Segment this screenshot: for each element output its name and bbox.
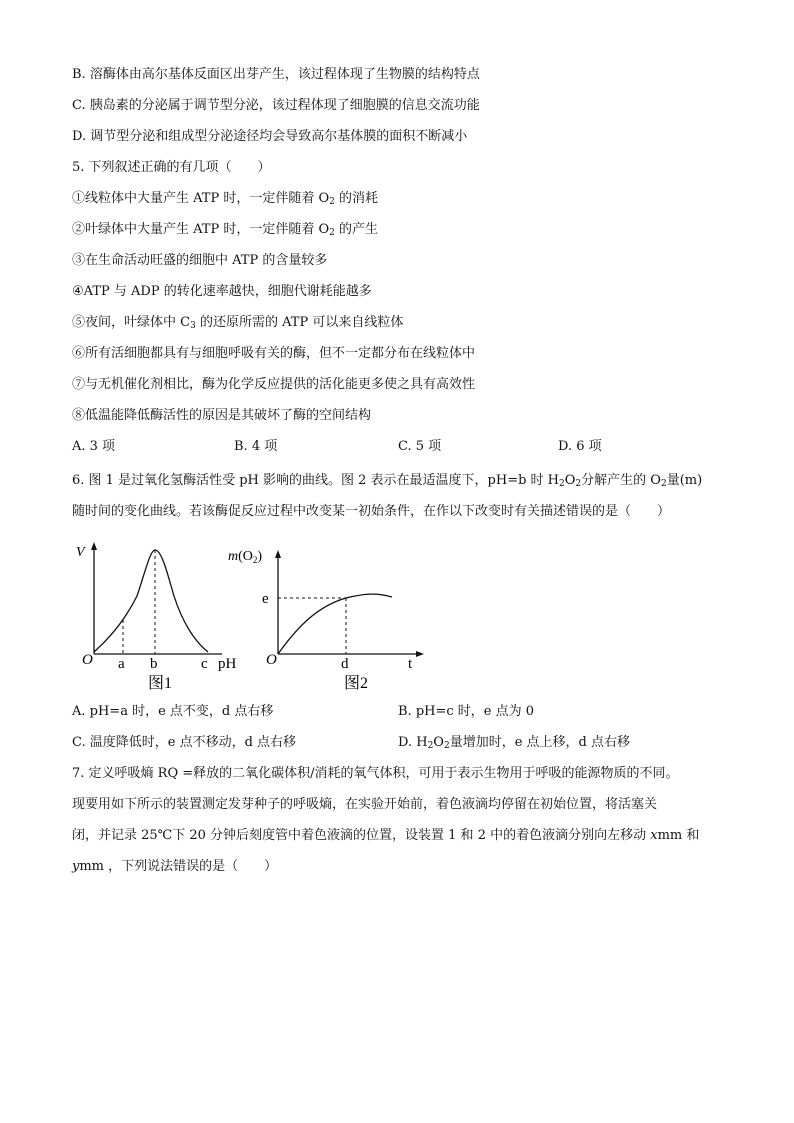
fig2-y-arrow [275,550,281,558]
q4-option-c: C. 胰岛素的分泌属于调节型分泌，该过程体现了细胞膜的信息交流功能 [72,98,480,113]
fig2-x-arrow [416,651,424,657]
q7-stem-line-4: ymm ，下列说法错误的是（ ） [72,859,278,874]
q5-statement-4: ④ATP 与 ADP 的转化速率越快，细胞代谢耗能越多 [72,284,372,299]
figure-2 [228,536,428,696]
q5-option-c: C. 5 项 [398,439,442,454]
figure-1 [72,536,252,696]
fig1-tick-a: a [118,656,125,672]
q7-stem-line-1: 7. 定义呼吸熵 RQ =释放的二氧化碳体积/消耗的氧气体积，可用于表示生物用于呼吸的能源物质的不同。 [72,766,679,781]
fig2-tick-d: d [341,656,349,672]
fig1-y-label: V [76,545,85,560]
q5-option-a: A. 3 项 [72,439,116,454]
q6-stem-line-1: 6. 图 1 是过氧化氢酶活性受 pH 影响的曲线。图 2 表示在最适温度下，pH=b 时 $H_2O_2$分解产生的 $O_2$量(m) [72,473,703,489]
q5-option-d: D. 6 项 [558,439,602,454]
fig1-tick-b: b [150,656,158,672]
fig1-origin: O [82,652,93,668]
var-x: x [650,828,658,843]
q7-stem-line-2: 现要用如下所示的装置测定发芽种子的呼吸熵，在实验开始前，着色液滴均停留在初始位置，将活塞关 [72,797,658,812]
q6-option-c: C. 温度降低时，e 点不移动，d 点右移 [72,735,297,750]
q6-option-a: A. pH=a 时，e 点不变，d 点右移 [72,704,274,719]
fig2-y-label: $m(O_2)$ [228,549,263,565]
q6-option-b: B. pH=c 时，e 点为 0 [398,704,535,719]
fig1-activity-curve [94,550,208,652]
var-y: y [72,859,80,874]
fig1-y-arrow [91,542,97,550]
fig2-caption: 图2 [344,675,369,692]
q6-stem-line-2: 随时间的变化曲线。若该酶促反应过程中改变某一初始条件，在作以下改变时有关描述错误的是（ ） [72,504,671,519]
q7-stem-line-3: 闭，并记录 25℃下 20 分钟后刻度管中着色液滴的位置，设装置 1 和 2 中的着色液滴分别向左移动 xmm 和 [72,828,700,843]
fig1-caption: 图1 [148,675,173,692]
q5-statement-2: ②叶绿体中大量产生 ATP 时，一定伴随着 $O_2$ 的产生 [72,222,379,238]
fig2-x-label: t [408,656,413,672]
q6-option-d: D. $H_2O_2$量增加时，e 点上移，d 点右移 [398,735,630,751]
fig1-x-label: pH [218,656,237,672]
q4-option-b: B. 溶酶体由高尔基体反面区出芽产生，该过程体现了生物膜的结构特点 [72,67,480,82]
q5-statement-8: ⑧低温能降低酶活性的原因是其破坏了酶的空间结构 [72,408,372,423]
q5-statement-6: ⑥所有活细胞都具有与细胞呼吸有关的酶，但不一定都分布在线粒体中 [72,346,476,361]
q5-statement-5: ⑤夜间，叶绿体中 $C_3$ 的还原所需的 ATP 可以来自线粒体 [72,315,404,331]
fig2-product-curve [278,594,392,654]
fig2-e-label: e [262,591,269,607]
q5-statement-1: ①线粒体中大量产生 ATP 时，一定伴随着 $O_2$ 的消耗 [72,191,379,207]
q5-option-b: B. 4 项 [234,439,278,454]
fig2-origin: O [266,652,277,668]
q5-statement-7: ⑦与无机催化剂相比，酶为化学反应提供的活化能更多使之具有高效性 [72,377,476,392]
q5-stem: 5. 下列叙述正确的有几项（ ） [72,160,271,175]
fig1-tick-c: c [201,656,208,672]
q4-option-d: D. 调节型分泌和组成型分泌途径均会导致高尔基体膜的面积不断减小 [72,129,468,144]
q5-statement-3: ③在生命活动旺盛的细胞中 ATP 的含量较多 [72,253,328,268]
